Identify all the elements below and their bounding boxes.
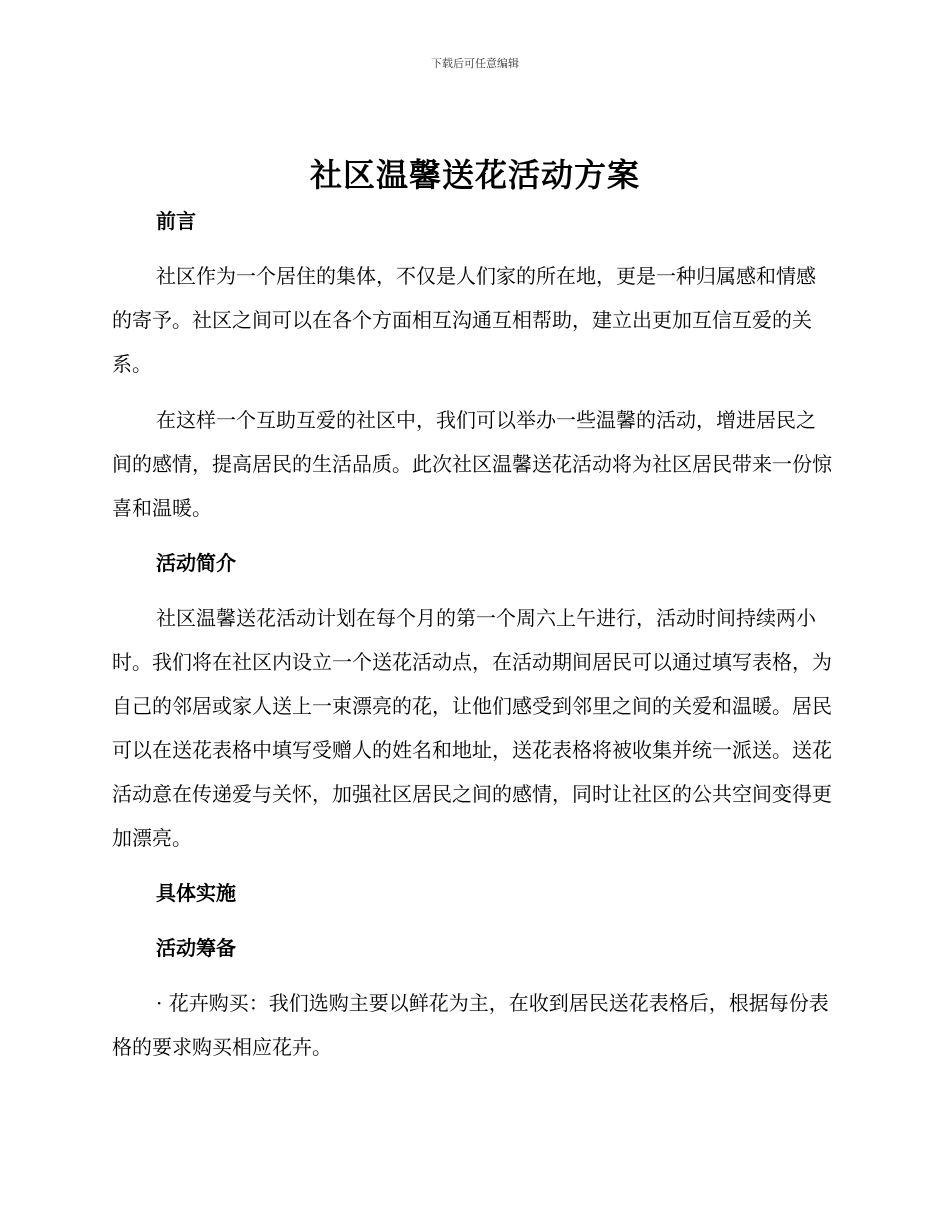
paragraph-preface-2: 在这样一个互助互爱的社区中，我们可以举办一些温馨的活动，增进居民之间的感情，提高居民的生活品质。此次社区温馨送花活动将为社区居民带来一份惊喜和温暖。 [112, 408, 832, 520]
heading-preparation: 活动筹备 [156, 936, 236, 960]
heading-implementation: 具体实施 [156, 881, 236, 905]
document-title: 社区温馨送花活动方案 [309, 156, 640, 194]
paragraph-flower-purchase: · 花卉购买：我们选购主要以鲜花为主，在收到居民送花表格后，根据每份表格的要求购买相应花卉。 [112, 991, 829, 1059]
heading-activity-intro: 活动简介 [156, 551, 236, 575]
document-body [112, 203, 832, 1069]
heading-preface: 前言 [156, 209, 196, 233]
header-note: 下载后可任意编辑 [431, 57, 519, 70]
paragraph-activity-intro: 社区温馨送花活动计划在每个月的第一个周六上午进行，活动时间持续两小时。我们将在社区内设立一个送花活动点，在活动期间居民可以通过填写表格，为自己的邻居或家人送上一束漂亮的花，让他们感受到邻里之间的关爱和温暖。居民可以在送花表格中填写受赠人的姓名和地址，送花表格将被收集并统一派送。送花活动意在传递爱与关怀，加强社区居民之间的感情，同时让社区的公共空间变得更加漂亮。 [112, 606, 832, 850]
paragraph-preface-1: 社区作为一个居住的集体，不仅是人们家的所在地，更是一种归属感和情感的寄予。社区之间可以在各个方面相互沟通互相帮助，建立出更加互信互爱的关系。 [112, 264, 816, 376]
